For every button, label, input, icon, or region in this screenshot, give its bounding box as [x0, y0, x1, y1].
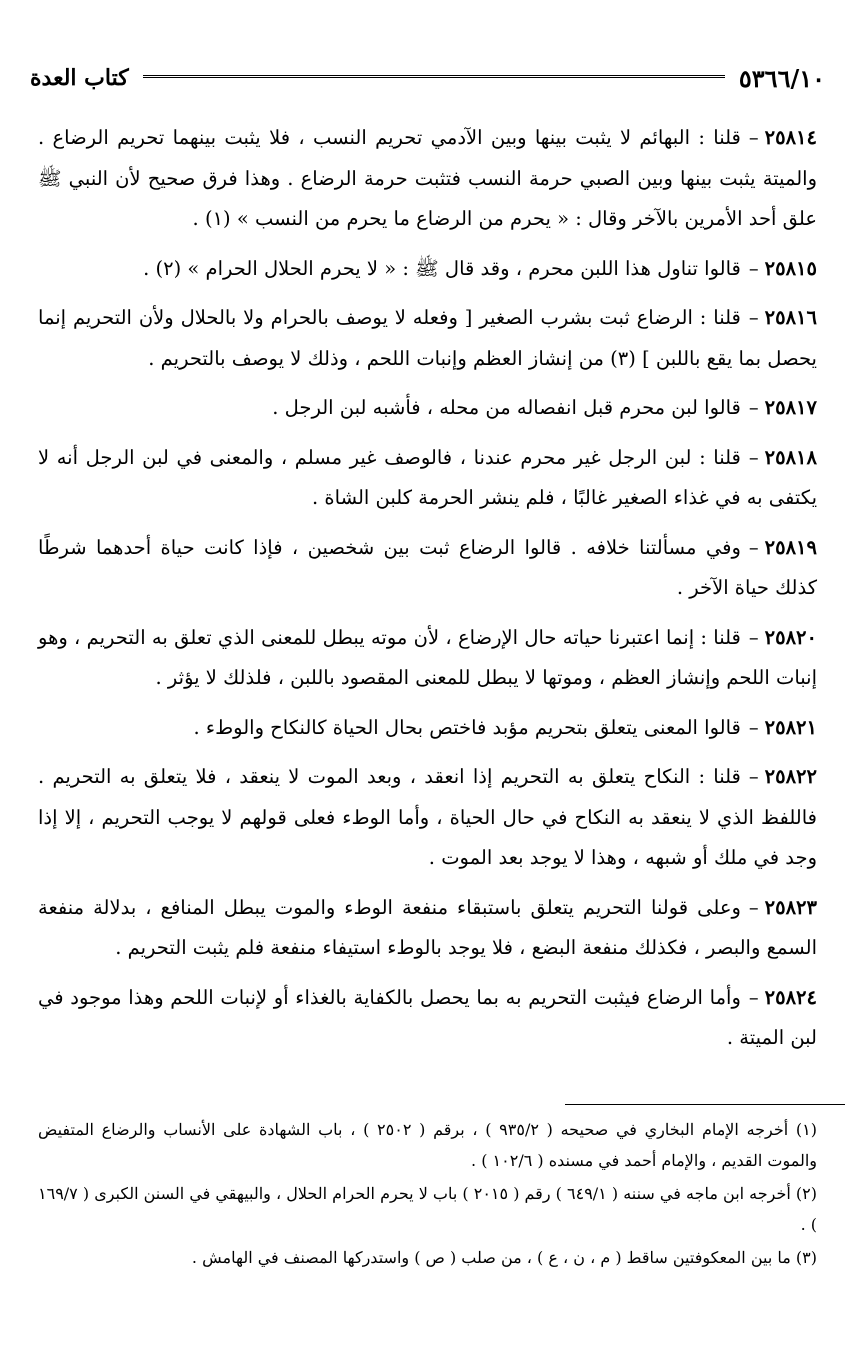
paragraph: ٢٥٨١٧–قالوا لبن محرم قبل انفصاله من محله ، فأشبه لبن الرجل . — [272, 396, 817, 419]
paragraph-number: ٢٥٨٢٤ — [764, 985, 817, 1009]
paragraph: ٢٥٨١٤–قلنا : البهائم لا يثبت بينها وبين الآدمي تحريم النسب ، فلا يثبت بينهما تحريم الرضاع . والميتة يثبت بينها وبين الصبي حرمة النسب فتثبت حرمة الرضاع . وهذا فرق صحيح لأن النبي ﷺ علق أحد الأمرين بالآخر وقال : « يحرم من الرضاع ما يحرم من النسب » (١) . — [38, 126, 817, 230]
paragraph: ٢٥٨٢٠–قلنا : إنما اعتبرنا حياته حال الإرضاع ، لأن موته يبطل للمعنى الذي تعلق به التحريم ، وهو إنبات اللحم وإنشاز العظم ، وموتها لا يبطل للمعنى المقصود باللبن ، فلذلك لا يؤثر . — [38, 625, 817, 689]
paragraph: ٢٥٨١٨–قلنا : لبن الرجل غير محرم عندنا ، فالوصف غير مسلم ، والمعنى في لبن الرجل أنه لا يكتفى به في غذاء الصغير غالبًا ، فلم ينشر الحرمة كلبن الشاة . — [38, 445, 817, 509]
paragraph-text: قلنا : إنما اعتبرنا حياته حال الإرضاع ، لأن موته يبطل للمعنى الذي تعلق به التحريم ، وهو إنبات اللحم وإنشاز العظم ، وموتها لا يبطل للمعنى المقصود باللبن ، فلذلك لا يؤثر . — [38, 625, 817, 689]
book-title: كتاب العدة — [30, 65, 129, 91]
paragraph: ٢٥٨١٦–قلنا : الرضاع ثبت بشرب الصغير [ وفعله لا يوصف بالحرام ولا بالحلال ولأن التحريم إنما يحصل بما يقع باللبن ] (٣) من إنشاز العظم وإنبات اللحم ، وذلك لا يوصف بالتحريم . — [38, 306, 817, 370]
page-header — [30, 58, 825, 98]
paragraph: ٢٥٨٢٢–قلنا : النكاح يتعلق به التحريم إذا انعقد ، وبعد الموت لا ينعقد ، فلا يتعلق به التحريم . فاللفظ الذي لا ينعقد به النكاح في حال الحياة ، وأما الوطء فعلى قولهم لا يوجب التحريم ، إلا إذا وجد في ملك أو شبهه ، وهذا لا يوجد بعد الموت . — [38, 765, 817, 869]
paragraph: ٢٥٨٢٤–وأما الرضاع فيثبت التحريم به بما يحصل بالكفاية بالغذاء أو لإنبات اللحم وهذا موجود في لبن الميتة . — [38, 985, 817, 1049]
paragraph: ٢٥٨٢٣–وعلى قولنا التحريم يتعلق باستبقاء منفعة الوطء والموت يبطل المنافع ، بدلالة منفعة السمع والبصر ، فكذلك منفعة البضع ، فلا يوجد بالوطء استيفاء منفعة فلم يثبت التحريم . — [38, 895, 817, 959]
paragraph-text: قالوا لبن محرم قبل انفصاله من محله ، فأشبه لبن الرجل . — [272, 396, 741, 419]
footnote: (٢) أخرجه ابن ماجه في سننه ( ٦٤٩/١ ) رقم ( ٢٠١٥ ) باب لا يحرم الحرام الحلال ، والبيهقي في السنن الكبرى ( ١٦٩/٧ ) . — [38, 1184, 817, 1234]
footnote: (٣) ما بين المعكوفتين ساقط ( م ، ن ، ع ) ، من صلب ( ص ) واستدركها المصنف في الهامش . — [191, 1248, 817, 1267]
paragraph-text: قلنا : لبن الرجل غير محرم عندنا ، فالوصف غير مسلم ، والمعنى في لبن الرجل أنه لا يكتفى به في غذاء الصغير غالبًا ، فلم ينشر الحرمة كلبن الشاة . — [38, 445, 817, 509]
paragraph-text: قلنا : الرضاع ثبت بشرب الصغير [ وفعله لا يوصف بالحرام ولا بالحلال ولأن التحريم إنما يحصل بما يقع باللبن ] (٣) من إنشاز العظم وإنبات اللحم ، وذلك لا يوصف بالتحريم . — [38, 306, 817, 370]
paragraph-number: ٢٥٨٢١ — [764, 715, 817, 739]
footnote: (١) أخرجه الإمام البخاري في صحيحه ( ٩٣٥/٢ ) ، برقم ( ٢٥٠٢ ) ، باب الشهادة على الأنساب والرضاع المتفيض والموت القديم ، والإمام أحمد في مسنده ( ١٠٢/٦ ) . — [38, 1120, 818, 1170]
header-rule — [143, 75, 725, 81]
paragraph-number: ٢٥٨١٩ — [764, 535, 817, 559]
page-number: ٥٣٦٦/١٠ — [738, 63, 825, 93]
paragraph-number: ٢٥٨١٨ — [764, 445, 817, 469]
paragraph: ٢٥٨١٩–وفي مسألتنا خلافه . قالوا الرضاع ثبت بين شخصين ، فإذا كانت حياة أحدهما شرطًا كذلك حياة الآخر . — [38, 535, 817, 599]
paragraph-text: قلنا : النكاح يتعلق به التحريم إذا انعقد ، وبعد الموت لا ينعقد ، فلا يتعلق به التحريم . فاللفظ الذي لا ينعقد به النكاح في حال الحياة ، وأما الوطء فعلى قولهم لا يوجب التحريم ، إلا إذا وجد في ملك أو شبهه ، وهذا لا يوجد بعد الموت . — [38, 765, 817, 869]
paragraph-text: قلنا : البهائم لا يثبت بينها وبين الآدمي تحريم النسب ، فلا يثبت بينهما تحريم الرضاع . والميتة يثبت بينها وبين الصبي حرمة النسب فتثبت حرمة الرضاع . وهذا فرق صحيح لأن النبي ﷺ علق أحد الأمرين بالآخر وقال : « يحرم من الرضاع ما يحرم من النسب » (١) . — [38, 126, 817, 230]
paragraph-text: وعلى قولنا التحريم يتعلق باستبقاء منفعة الوطء والموت يبطل المنافع ، بدلالة منفعة السمع والبصر ، فكذلك منفعة البضع ، فلا يوجد بالوطء استيفاء منفعة فلم يثبت التحريم . — [38, 895, 817, 959]
footnotes — [38, 1114, 817, 1275]
paragraph-number: ٢٥٨١٦ — [764, 306, 817, 329]
paragraph-number: ٢٥٨٢٣ — [764, 895, 817, 919]
paragraph-text: وفي مسألتنا خلافه . قالوا الرضاع ثبت بين شخصين ، فإذا كانت حياة أحدهما شرطًا كذلك حياة الآخر . — [38, 535, 817, 599]
paragraph-number: ٢٥٨٢٠ — [764, 625, 817, 649]
main-text — [38, 118, 817, 1068]
paragraph-text: قالوا تناول هذا اللبن محرم ، وقد قال ﷺ : « لا يحرم الحلال الحرام » (٢) . — [143, 256, 741, 280]
paragraph-number: ٢٥٨٢٢ — [764, 765, 817, 788]
paragraph-number: ٢٥٨١٤ — [764, 126, 817, 149]
paragraph: ٢٥٨٢١–قالوا المعنى يتعلق بتحريم مؤبد فاختص بحال الحياة كالنكاح والوطء . — [193, 715, 817, 739]
paragraph-number: ٢٥٨١٧ — [764, 396, 817, 419]
footnote-separator — [565, 1104, 845, 1105]
paragraph-text: قالوا المعنى يتعلق بتحريم مؤبد فاختص بحال الحياة كالنكاح والوطء . — [193, 715, 741, 739]
paragraph-number: ٢٥٨١٥ — [764, 256, 817, 280]
book-page — [30, 0, 825, 1350]
paragraph-text: وأما الرضاع فيثبت التحريم به بما يحصل بالكفاية بالغذاء أو لإنبات اللحم وهذا موجود في لبن الميتة . — [38, 985, 817, 1049]
paragraph: ٢٥٨١٥–قالوا تناول هذا اللبن محرم ، وقد قال ﷺ : « لا يحرم الحلال الحرام » (٢) . — [143, 256, 817, 280]
